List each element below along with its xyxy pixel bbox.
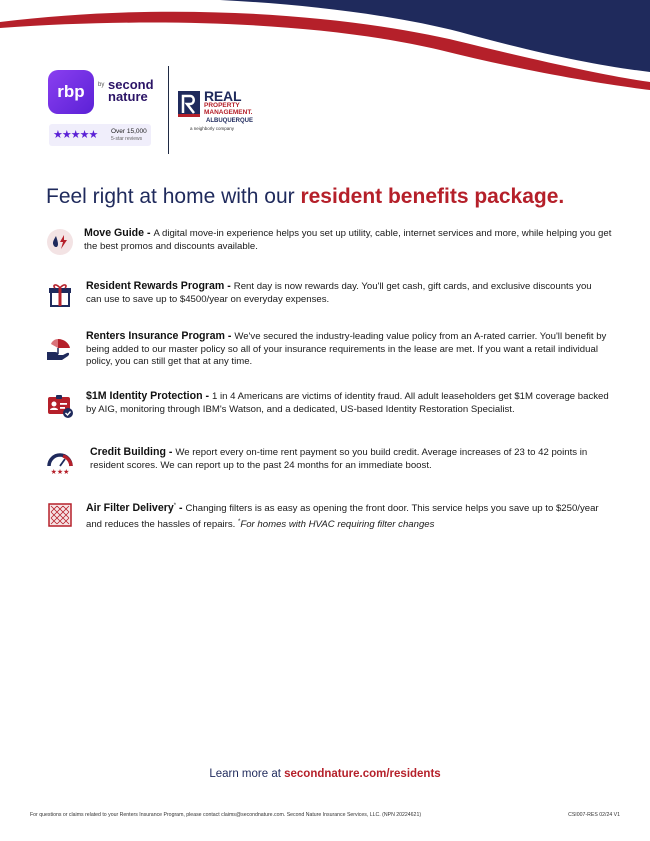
- real-property-management-logo: [178, 88, 268, 134]
- rpm-line1: PROPERTY: [204, 102, 240, 109]
- rating-count: Over 15,000: [111, 128, 147, 135]
- rating-badge: [49, 124, 151, 146]
- learn-more-line: [0, 768, 650, 780]
- second-nature-wordmark: second nature: [108, 77, 154, 104]
- benefit-move-guide: [46, 227, 616, 257]
- learn-more-link[interactable]: secondnature.com/residents: [284, 768, 441, 780]
- headline-lead: Feel right at home with our: [46, 185, 301, 208]
- benefit-resident-rewards: [46, 280, 616, 310]
- benefit-title: Resident Rewards Program -: [86, 280, 234, 292]
- footer-disclaimer: For questions or claims related to your Renters Insurance Program, please contact claims@secondnature.com. Second Nature Insurance Services, LLC. (NPN 20224621): [30, 812, 422, 818]
- benefit-text: [86, 390, 611, 416]
- rpm-real-text: REAL: [204, 88, 242, 104]
- air-filter-icon: [46, 501, 74, 529]
- benefit-title: Air Filter Delivery: [86, 502, 174, 515]
- benefit-title: Move Guide -: [84, 227, 154, 239]
- benefit-text: [84, 227, 612, 253]
- benefit-renters-insurance: [46, 330, 616, 370]
- rpm-house-icon: [178, 91, 200, 117]
- credit-gauge-icon: [46, 448, 74, 476]
- star-rating-icon: ★★★★★: [53, 129, 98, 141]
- benefit-title: Renters Insurance Program -: [86, 330, 235, 342]
- svg-text:★★★: ★★★: [50, 469, 70, 476]
- rpm-subtitle: [204, 102, 252, 116]
- benefit-body: Changing filters is as easy as opening the front door. This service helps you save up to $250/year and reduces the hassles of repairs.: [86, 503, 599, 530]
- umbrella-hand-icon: [46, 335, 74, 363]
- benefit-title-dash: -: [176, 502, 186, 515]
- benefit-air-filter: [46, 500, 616, 530]
- benefit-body: We've secured the industry-leading value policy from an A-rated carrier. You'll benefit by being added to our master policy so all of your insurance requirements in the lease are met. If you want a retail individual policy, you can still get that at any time.: [86, 331, 607, 368]
- benefit-text: [86, 280, 606, 306]
- benefit-title: $1M Identity Protection -: [86, 390, 212, 402]
- benefit-body: 1 in 4 Americans are victims of identity fraud. All adult leaseholders get $1M coverage backed by AIG, monitoring through IBM's Watson, and a dedicated, US-based Identity Restoration Specialist.: [86, 391, 609, 415]
- benefit-text: [86, 330, 616, 369]
- partner-logos: [46, 66, 276, 158]
- benefit-text: [90, 446, 602, 472]
- headline-accent: resident benefits package.: [300, 185, 565, 208]
- page-headline: [46, 185, 564, 209]
- benefit-credit-building: [46, 446, 616, 476]
- footer-code: CSI007-RES 02/24 V1: [568, 812, 620, 818]
- benefit-body: A digital move-in experience helps you set up utility, cable, internet services and more, while helping you get the best promos and discounts available.: [84, 228, 612, 252]
- benefit-text: [86, 500, 606, 532]
- rpm-tagline: a neighborly company: [190, 126, 235, 131]
- identity-card-icon: [46, 392, 74, 420]
- learn-more-lead: Learn more at: [209, 768, 285, 780]
- benefit-body: We report every on-time rent payment so you build credit. Average increases of 23 to 42 points in resident scores. We can report up to the past 24 months for an immediate boost.: [90, 447, 588, 471]
- benefit-body: Rent day is now rewards day. You'll get cash, gift cards, and exclusive discounts you can use to save up to $4500/year on everyday expenses.: [86, 281, 592, 305]
- rpm-city: ALBUQUERQUE: [206, 118, 254, 124]
- logo-divider: [168, 66, 169, 154]
- rbp-logo: rbp: [48, 70, 94, 114]
- benefit-title: Credit Building -: [90, 446, 176, 458]
- by-label: by: [98, 82, 105, 88]
- water-electric-icon: [46, 228, 74, 256]
- rpm-line2: MANAGEMENT.: [204, 109, 253, 116]
- benefit-identity-protection: [46, 390, 616, 420]
- rating-text: [111, 128, 147, 143]
- benefit-note-asterisk: *: [238, 518, 241, 525]
- benefit-title-asterisk: *: [173, 503, 177, 509]
- benefit-note: For homes with HVAC requiring filter changes: [240, 518, 435, 530]
- gift-icon: [46, 281, 74, 309]
- rating-caption: 5-star reviews: [111, 136, 143, 142]
